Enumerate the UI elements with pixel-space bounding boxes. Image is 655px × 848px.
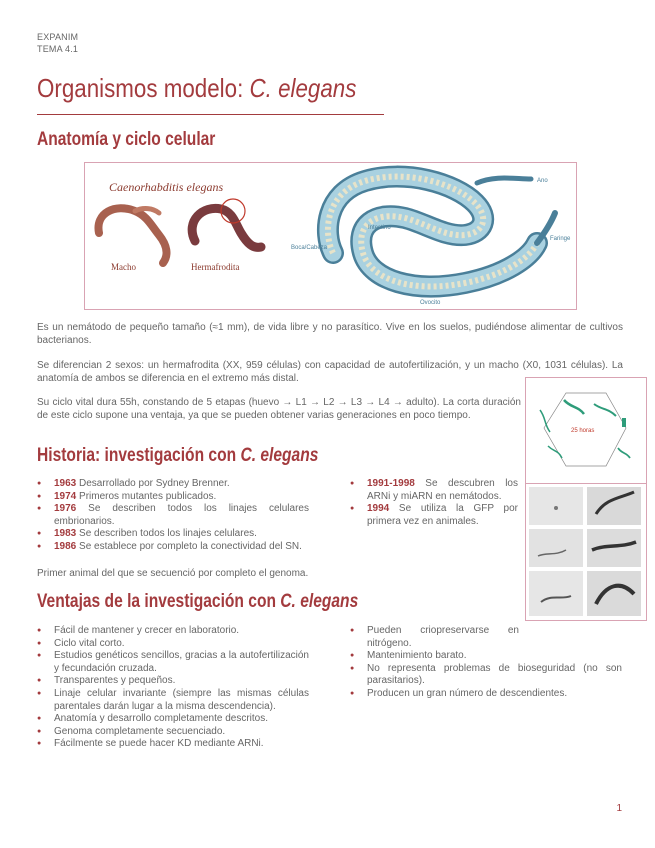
list-item: ● 1963 Desarrollado por Sydney Brenner. — [37, 478, 309, 491]
advantages-list-right — [350, 625, 622, 701]
male-label: Macho — [111, 262, 136, 272]
oocyte-label: Ovocito — [420, 300, 441, 306]
intro-paragraph-2: Se diferencian 2 sexos: un hermafrodita (XX, 959 células) con capacidad de autofertilización, y un macho (X0, 1031 células). La anatomía de ambos se diferencia en el extremo más distal. — [37, 360, 623, 384]
list-item: ● 1991-1998 Se descubren los ARNi y miARN en nemátodos. — [350, 478, 518, 503]
course-label: EXPANIM — [37, 32, 79, 42]
history-list-right — [350, 478, 518, 528]
list-item: ● Genoma completamente secuenciado. — [37, 726, 309, 739]
list-item: ● Anatomía y desarrollo completamente descritos. — [37, 713, 309, 726]
advantages-list-left — [37, 625, 309, 751]
species-label: Caenorhabditis elegans — [109, 180, 224, 194]
anatomy-figure — [84, 162, 577, 310]
section-history-heading: Historia: investigación con C. elegans — [37, 445, 319, 466]
microscopy-svg — [526, 484, 645, 619]
list-item: ● 1994 Se utiliza la GFP por primera vez en animales. — [350, 503, 518, 528]
list-item: ● Mantenimiento barato. — [350, 650, 622, 663]
genome-note: Primer animal del que se secuenció por completo el genoma. — [37, 568, 309, 579]
list-item: ● Pueden criopreservarse en nitrógeno. — [350, 625, 519, 650]
section-anatomy-heading: Anatomía y ciclo celular — [37, 129, 216, 150]
male-worm-illustration — [98, 208, 166, 263]
intro-paragraph-3: Su ciclo vital dura 55h, constando de 5 etapas (huevo → L1 → L2 → L3 → L4 → adulto). La corta duración de este ciclo supone una ventaja, ya que se pueden obtener varias generaciones en poco tiempo. — [37, 397, 521, 421]
microscopy-figure — [525, 483, 647, 621]
list-item: ● Fácilmente se puede hacer KD mediante ARNi. — [37, 738, 309, 751]
list-item: ● 1983 Se describen todos los linajes celulares. — [37, 528, 309, 541]
list-item: ● 1986 Se establece por completo la conectividad del SN. — [37, 541, 309, 554]
page-number: 1 — [616, 803, 622, 814]
list-item: ● 1976 Se describen todos los linajes celulares embrionarios. — [37, 503, 309, 528]
section-advantages-heading: Ventajas de la investigación con C. elegans — [37, 591, 359, 612]
hermaphrodite-worm-illustration — [192, 199, 261, 247]
life-cycle-svg — [526, 378, 645, 483]
list-item: ● No representa problemas de bioseguridad (no son parasitarios). — [350, 663, 622, 688]
history-list-left — [37, 478, 309, 554]
list-item: ● Estudios genéticos sencillos, gracias a la autofertilización y fecundación cruzada. — [37, 650, 309, 675]
list-item: ● 1974 Primeros mutantes publicados. — [37, 491, 309, 504]
list-item: ● Fácil de mantener y crecer en laboratorio. — [37, 625, 309, 638]
anus-label: Ano — [537, 178, 548, 184]
pharynx-label: Faringe — [550, 236, 571, 242]
list-item: ● Linaje celular invariante (siempre las mismas células parentales darán lugar a la misma descendencia). — [37, 688, 309, 713]
list-item: ● Ciclo vital corto. — [37, 638, 309, 651]
list-item: ● Transparentes y pequeños. — [37, 675, 309, 688]
list-item: ● Producen un gran número de descendientes. — [350, 688, 622, 701]
cycle-duration-label: 25 horas — [571, 428, 595, 434]
head-label: Boca/Cabeza — [291, 245, 328, 251]
life-cycle-figure — [525, 377, 647, 485]
title-rule — [37, 114, 384, 115]
anatomy-figure-svg — [85, 163, 575, 308]
hermaphrodite-label: Hermafrodita — [191, 262, 240, 272]
intro-paragraph-1: Es un nemátodo de pequeño tamaño (≈1 mm), de vida libre y no parasítico. Vive en los suelos, pudiéndose alimentar de cultivos bacterianos. — [37, 322, 623, 346]
topic-label: TEMA 4.1 — [37, 44, 79, 54]
page-title: Organismos modelo: C. elegans — [37, 73, 357, 103]
intestine-label: Intestino — [368, 225, 391, 231]
worm-anatomy-diagram — [328, 177, 555, 287]
